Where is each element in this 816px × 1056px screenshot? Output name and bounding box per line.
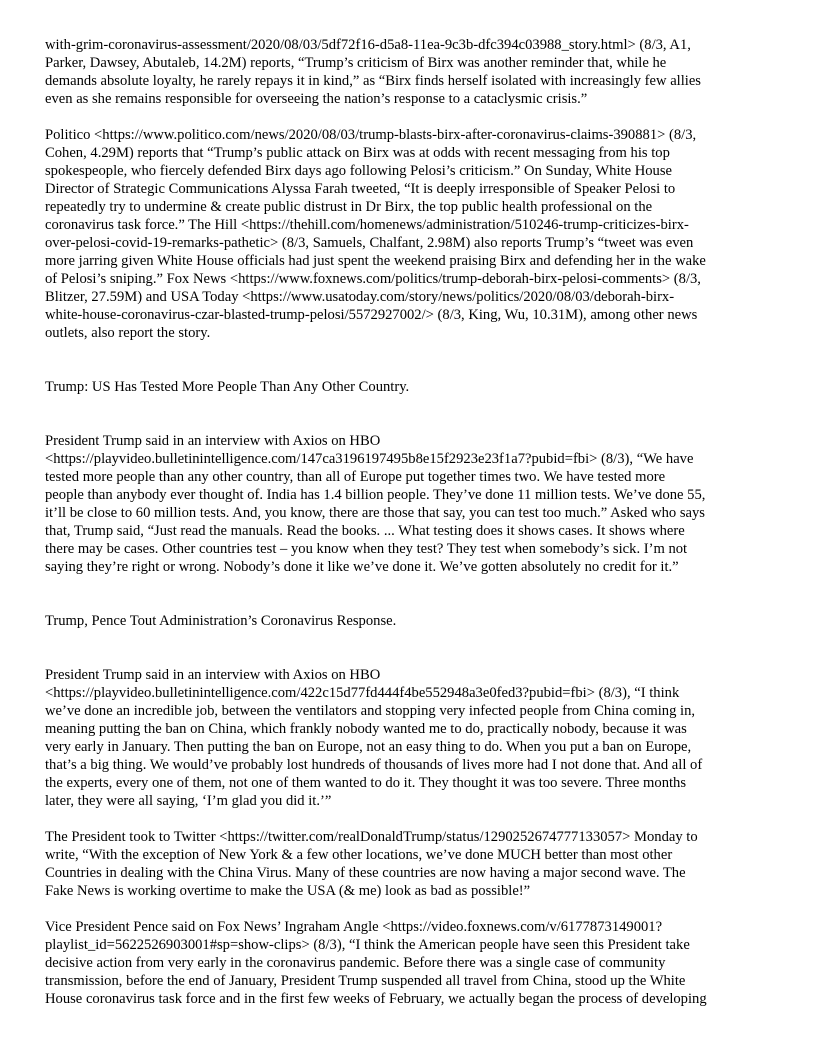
- text-line: Blitzer, 27.59M) and USA Today <https://www.usatoday.com/story/news/politics/2020/08/03/deborah-birx-: [45, 289, 675, 305]
- text-line: spokespeople, who fiercely defended Birx days ago following Pelosi’s criticism.” On Sunday, White House: [45, 163, 672, 179]
- text-line: more jarring given White House officials had just spent the weekend praising Birx and defending her in the wake: [45, 253, 706, 269]
- text-line: it’ll be close to 60 million tests. And, you know, there are those that say, you can test too much.” Asked who says: [45, 505, 705, 521]
- text-line: with-grim-coronavirus-assessment/2020/08/03/5df72f16-d5a8-11ea-9c3b-dfc394c03988_story.html> (8/3, A1,: [45, 37, 691, 53]
- section-heading: Trump: US Has Tested More People Than Any Other Country.: [45, 379, 410, 395]
- text-line: tested more people than any other country, than all of Europe put together times two. We have tested more: [45, 469, 666, 485]
- text-line: people than anybody ever thought of. India has 1.4 billion people. They’ve done 11 million tests. We’ve done 55,: [45, 487, 706, 503]
- text-line: President Trump said in an interview with Axios on HBO: [45, 667, 381, 683]
- text-line: over-pelosi-covid-19-remarks-pathetic> (8/3, Samuels, Chalfant, 2.98M) also reports Trump’s “tweet was even: [45, 235, 694, 251]
- text-line: we’ve done an incredible job, between the ventilators and stopping very infected people from China coming in,: [45, 703, 696, 719]
- text-line: write, “With the exception of New York & a few other locations, we’ve done MUCH better than most other: [45, 847, 673, 863]
- text-line: transmission, before the end of January, President Trump suspended all travel from China, stood up the White: [45, 973, 686, 989]
- text-line: repeatedly try to undermine & create public distrust in Dr Birx, the top public health professional on the: [45, 199, 653, 215]
- text-line: Vice President Pence said on Fox News’ Ingraham Angle <https://video.foxnews.com/v/6177873149001?: [45, 919, 663, 935]
- text-line: <https://playvideo.bulletinintelligence.com/422c15d77fd444f4be552948a3e0fed3?pubid=fbi> (8/3), “I think: [45, 685, 680, 701]
- document-page: [45, 36, 775, 1008]
- paragraph-axios-response: [45, 666, 775, 810]
- text-line: even as she remains responsible for overseeing the nation’s response to a cataclysmic crisis.”: [45, 91, 588, 107]
- text-line: Politico <https://www.politico.com/news/2020/08/03/trump-blasts-birx-after-coronavirus-claims-390881> (8/3,: [45, 127, 697, 143]
- paragraph-pence: [45, 918, 775, 1008]
- section-heading: Trump, Pence Tout Administration’s Coronavirus Response.: [45, 613, 397, 629]
- text-line: there may be cases. Other countries test – you know when they test? They test when somebody’s sick. I’m not: [45, 541, 688, 557]
- text-line: that, Trump said, “Just read the manuals. Read the books. ... What testing does it shows cases. It shows where: [45, 523, 685, 539]
- text-line: decisive action from very early in the coronavirus pandemic. Before there was a single case of community: [45, 955, 666, 971]
- text-line: demands absolute loyalty, he rarely repays it in kind,” as “Birx finds herself isolated with increasingly few allies: [45, 73, 701, 89]
- text-line: President Trump said in an interview with Axios on HBO: [45, 433, 381, 449]
- text-line: <https://playvideo.bulletinintelligence.com/147ca3196197495b8e15f2923e23f1a7?pubid=fbi> (8/3), “We have: [45, 451, 694, 467]
- text-line: very early in January. Then putting the ban on Europe, not an easy thing to do. When you put a ban on Europe,: [45, 739, 692, 755]
- text-line: playlist_id=5622526903001#sp=show-clips> (8/3), “I think the American people have seen this President take: [45, 937, 690, 953]
- text-line: that’s a big thing. We would’ve probably lost hundreds of thousands of lives more had I not done that. And all of: [45, 757, 703, 773]
- text-line: outlets, also report the story.: [45, 325, 211, 341]
- paragraph-birx-criticism: [45, 36, 775, 108]
- text-line: House coronavirus task force and in the first few weeks of February, we actually began the process of developing: [45, 991, 707, 1007]
- text-line: Director of Strategic Communications Alyssa Farah tweeted, “It is deeply irresponsible of Speaker Pelosi to: [45, 181, 676, 197]
- text-line: the experts, every one of them, not one of them wanted to do it. They thought it was too severe. Three months: [45, 775, 687, 791]
- text-line: Cohen, 4.29M) reports that “Trump’s public attack on Birx was at odds with recent messaging from his top: [45, 145, 670, 161]
- text-line: later, they were all saying, ‘I’m glad you did it.’”: [45, 793, 332, 809]
- heading-administration-response: [45, 612, 775, 630]
- text-line: The President took to Twitter <https://twitter.com/realDonaldTrump/status/1290252674777133057> Monday to: [45, 829, 698, 845]
- text-line: white-house-coronavirus-czar-blasted-trump-pelosi/5572927002/> (8/3, King, Wu, 10.31M), among other news: [45, 307, 698, 323]
- text-line: Parker, Dawsey, Abutaleb, 14.2M) reports, “Trump’s criticism of Birx was another reminder that, while he: [45, 55, 667, 71]
- paragraph-axios-testing: [45, 432, 775, 576]
- text-line: Countries in dealing with the China Virus. Many of these countries are now having a major second wave. The: [45, 865, 686, 881]
- text-line: meaning putting the ban on China, which frankly nobody wanted me to do, practically nobody, because it was: [45, 721, 687, 737]
- text-line: saying they’re right or wrong. Nobody’s done it like we’ve done it. We’ve gotten absolutely no credit for it.”: [45, 559, 679, 575]
- paragraph-twitter: [45, 828, 775, 900]
- heading-tested-more-people: [45, 378, 775, 396]
- paragraph-politico: [45, 126, 775, 342]
- text-line: Fake News is working overtime to make the USA (& me) look as bad as possible!”: [45, 883, 531, 899]
- text-line: of Pelosi’s sniping.” Fox News <https://www.foxnews.com/politics/trump-deborah-birx-pelosi-comments> (8/3,: [45, 271, 701, 287]
- text-line: coronavirus task force.” The Hill <https://thehill.com/homenews/administration/510246-trump-criticizes-birx-: [45, 217, 689, 233]
